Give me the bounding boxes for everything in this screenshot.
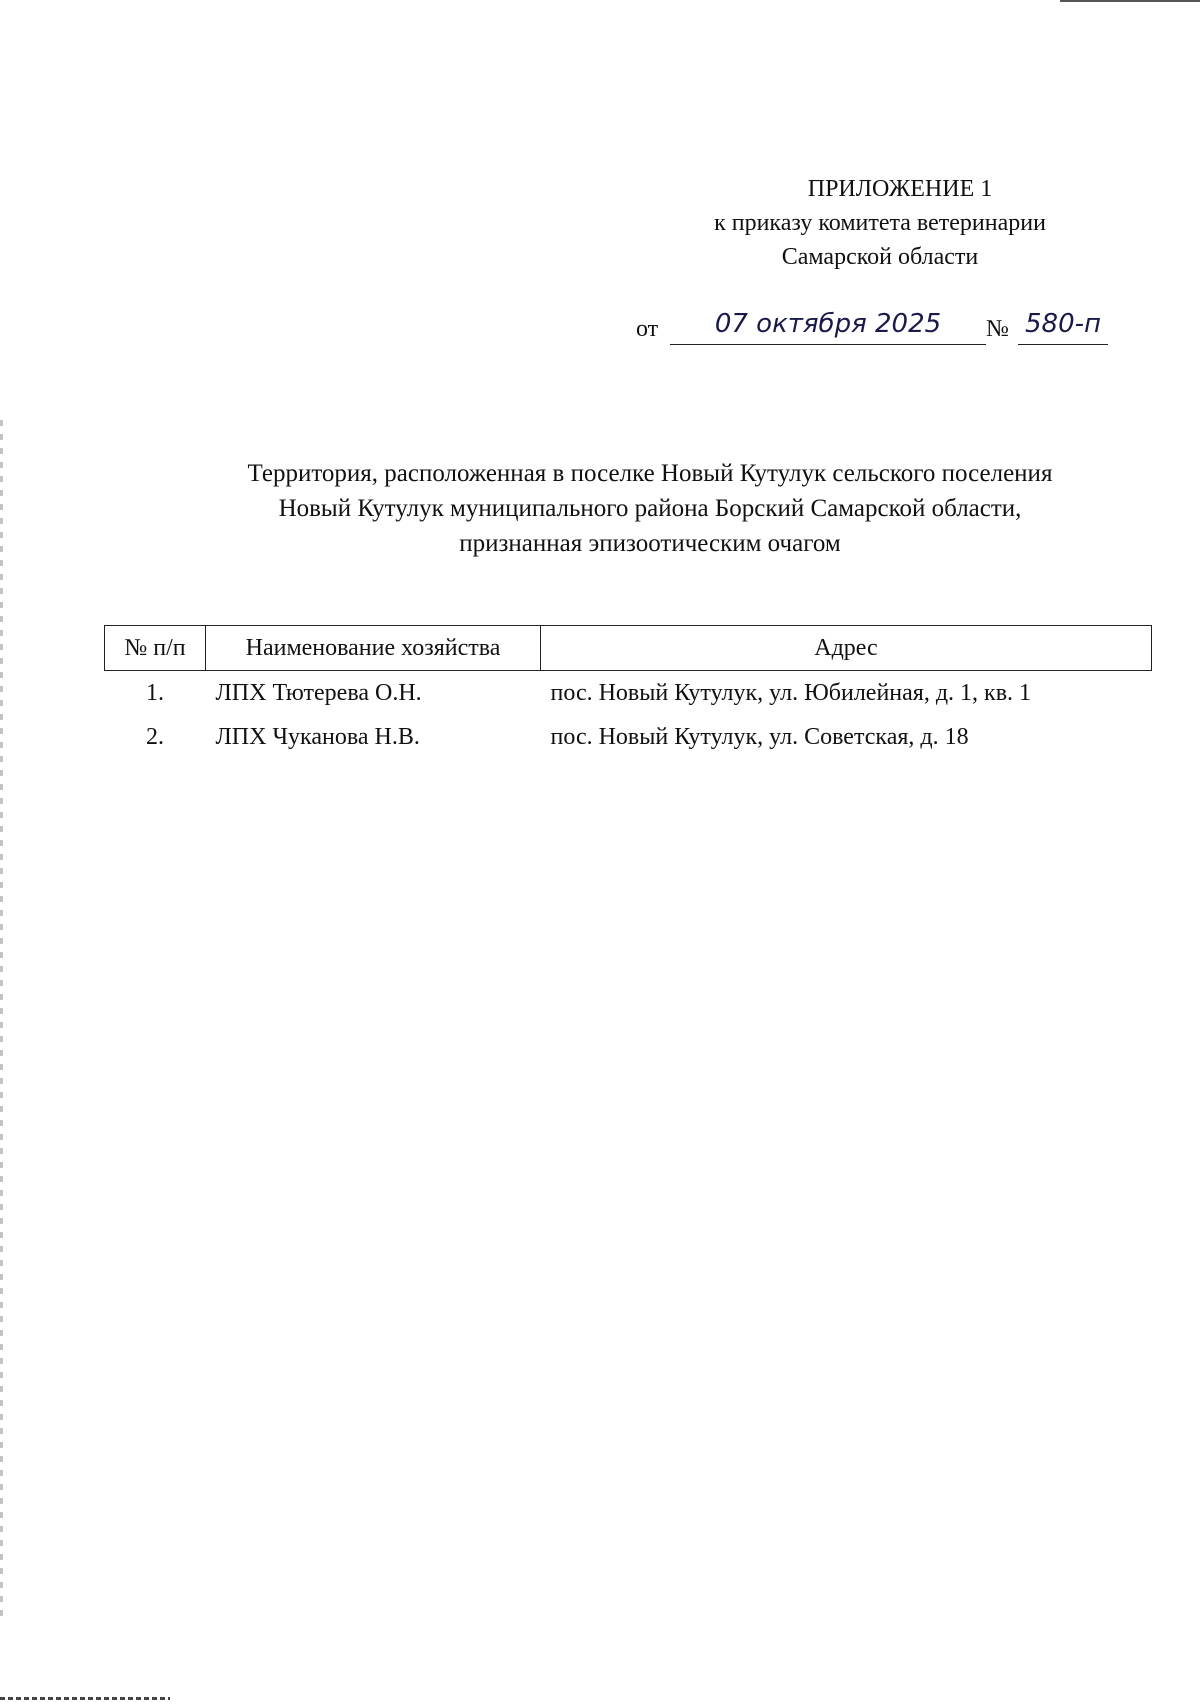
scan-artifact-bottom <box>0 1697 170 1700</box>
heading-line-3: признанная эпизоотическим очагом <box>459 530 841 557</box>
heading-line-1: Территория, расположенная в поселке Новый Кутулук сельского поселения <box>247 460 1053 487</box>
scan-artifact-left-edge <box>0 420 3 1620</box>
table-row <box>105 671 1152 716</box>
heading-line-2: Новый Кутулук муниципального района Борский Самарской области, <box>278 495 1022 522</box>
scan-artifact-top <box>1060 0 1200 2</box>
households-table <box>104 625 1152 759</box>
order-from-label: от <box>636 316 659 342</box>
row-number: 1. <box>146 679 164 706</box>
order-date-handwritten: 07 октября 2025 <box>670 308 986 345</box>
header-number: № п/п <box>105 626 206 671</box>
order-number-handwritten: 580-п <box>1018 308 1108 345</box>
appendix-title: ПРИЛОЖЕНИЕ 1 <box>807 176 993 202</box>
order-number-sign: № <box>986 316 1009 342</box>
header-address: Адрес <box>541 626 1152 671</box>
row-address: пос. Новый Кутулук, ул. Юбилейная, д. 1, кв. 1 <box>550 679 1032 706</box>
row-household-name: ЛПХ Тютерева О.Н. <box>215 679 422 706</box>
table-header-row <box>105 626 1152 671</box>
table-row <box>105 715 1152 759</box>
row-number: 2. <box>146 723 164 750</box>
header-household-name: Наименование хозяйства <box>206 626 541 671</box>
appendix-region-line: Самарской области <box>781 244 979 270</box>
row-household-name: ЛПХ Чуканова Н.В. <box>215 723 420 750</box>
appendix-block <box>640 172 1120 274</box>
appendix-reference-line: к приказу комитета ветеринарии <box>714 210 1046 236</box>
row-address: пос. Новый Кутулук, ул. Советская, д. 18 <box>550 723 969 750</box>
document-heading <box>100 456 1200 561</box>
order-date-line <box>636 308 1126 348</box>
